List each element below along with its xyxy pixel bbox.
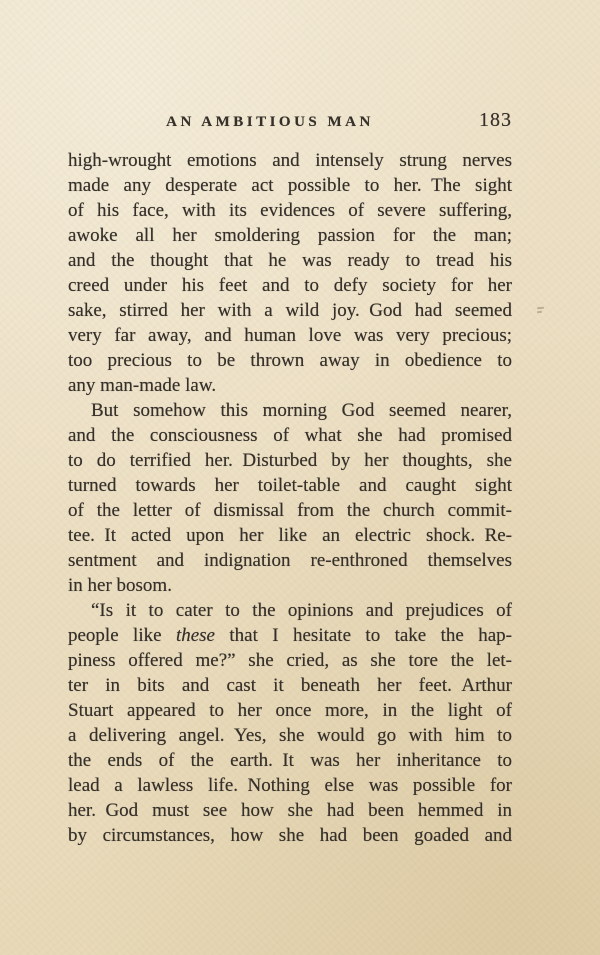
text-line: But somehow this morning God seemed nearer, [91,400,512,421]
text-line: sake, stirred her with a wild joy. God had seemed [68,300,512,321]
text-line: awoke all her smoldering passion for the man; [68,225,512,246]
text-line: made any desperate act possible to her. The sight [68,175,512,196]
text-line: sentment and indignation re-enthroned themselves [68,550,512,571]
text-line: tee. It acted upon her like an electric shock. Re- [68,525,512,546]
text-line: very far away, and human love was very precious; [68,325,512,346]
text-line: and the consciousness of what she had promised [68,425,512,446]
page-number: 183 [479,109,512,131]
text-line: and the thought that he was ready to tread his [68,250,512,271]
text-run: people like [68,625,176,646]
text-line: a delivering angel. Yes, she would go with him to [68,725,512,746]
text-line: turned towards her toilet-table and caught sight [68,475,512,496]
text-line: of the letter of dismissal from the church commit- [68,500,512,521]
text-line: to do terrified her. Disturbed by her thoughts, she [68,450,512,471]
page-text [68,148,512,848]
text-line: creed under his feet and to defy society for her [68,275,512,296]
text-line: the ends of the earth. It was her inheritance to [68,750,512,771]
italic-text-run: these [175,625,215,646]
text-line: of his face, with its evidences of severe suffering, [68,200,512,221]
text-line: ter in bits and cast it beneath her feet. Arthur [68,675,512,696]
text-line: piness offered me?” she cried, as she tore the let- [68,650,512,671]
text-line [68,623,512,648]
text-line: Stuart appeared to her once more, in the light of [68,700,512,721]
paragraph [68,598,512,848]
running-header [68,111,512,133]
paragraph [68,398,512,598]
text-run: that I hesitate to take the hap- [214,625,512,646]
text-line: too precious to be thrown away in obedience to [68,350,512,371]
paragraph [68,148,512,398]
text-line: by circumstances, how she had been goaded and [68,825,512,846]
ink-smudge-artifact [536,306,545,314]
text-line: lead a lawless life. Nothing else was possible for [68,775,512,796]
text-line: “Is it to cater to the opinions and prejudices of [91,600,512,621]
text-line: in her bosom. [68,575,172,596]
running-title: AN AMBITIOUS MAN [166,114,374,130]
text-line: her. God must see how she had been hemmed in [68,800,512,821]
text-line: any man-made law. [68,375,217,396]
text-line: high-wrought emotions and intensely strung nerves [68,150,512,171]
